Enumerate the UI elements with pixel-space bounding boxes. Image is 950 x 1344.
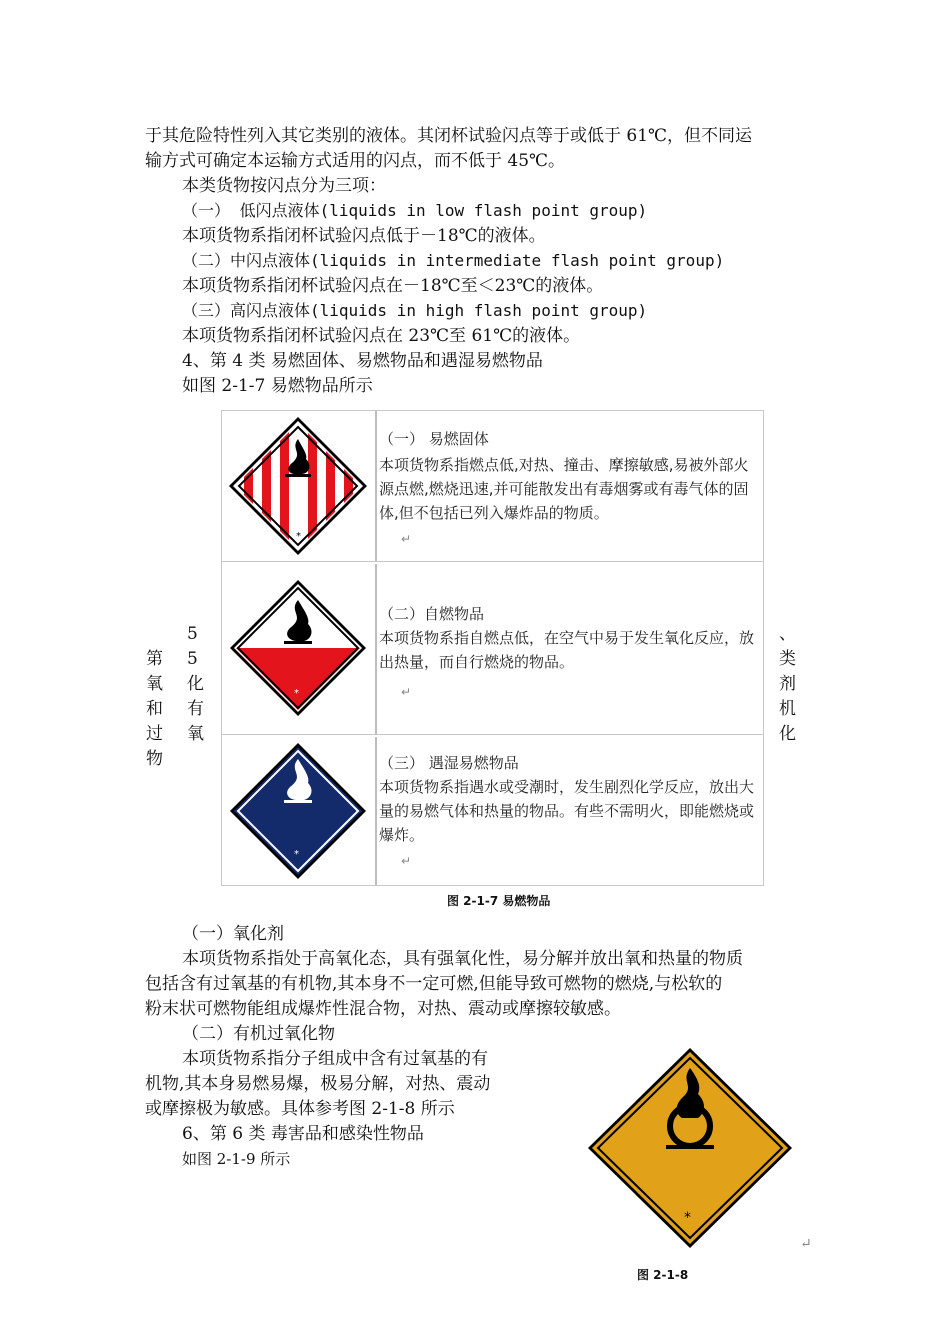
figure-caption: 图 2-1-7 易燃物品 — [447, 894, 551, 908]
spontaneous-combustion-diamond-icon — [222, 564, 377, 734]
subsection-heading: （三）高闪点液体(liquids in high flash point group) — [182, 301, 648, 320]
subsection-heading: （一）氧化剂 — [182, 924, 284, 944]
body-line: 本项货物系指闭杯试验闪点在－18℃至＜23℃的液体。 — [182, 276, 604, 296]
row-body: 本项货物系指自燃点低，在空气中易于发生氧化反应，放出热量，而自行燃烧的物品。 — [379, 629, 755, 671]
body-line: 本项货物系指闭杯试验闪点在 23℃至 61℃的液体。 — [182, 326, 581, 346]
body-line: 本项货物系指分子组成中含有过氧基的有 — [182, 1049, 488, 1069]
svg-text:*: * — [294, 688, 299, 699]
body-line: 如图 2-1-7 易燃物品所示 — [182, 376, 373, 396]
row-heading: （三） 遇湿易燃物品 — [379, 754, 519, 772]
flammable-solid-text: （一） 易燃固体 本项货物系指燃点低,对热、撞击、摩擦敏感,易被外部火源点燃,燃烧迅速,并可能散发出有毒烟雾或有毒气体的固体,但不包括已列入爆炸品的物质。 ↵ — [379, 411, 763, 561]
table-row — [222, 411, 763, 562]
body-line: 本类货物按闪点分为三项： — [182, 176, 386, 196]
subsection-heading: （一） 低闪点液体(liquids in low flash point group) — [182, 201, 648, 220]
body-line: 如图 2-1-9 所示 — [182, 1150, 291, 1168]
svg-text:*: * — [296, 531, 301, 542]
subsection-heading: （二）有机过氧化物 — [182, 1024, 335, 1044]
flammable-solid-diamond-icon — [222, 411, 377, 561]
row-body: 本项货物系指燃点低,对热、撞击、摩擦敏感,易被外部火源点燃,燃烧迅速,并可能散发出有毒烟雾或有毒气体的固体,但不包括已列入爆炸品的物质。 — [379, 456, 749, 522]
body-line: 粉末状可燃物能组成爆炸性混合物，对热、震动或摩擦较敏感。 — [145, 999, 621, 1019]
body-line: 输方式可确定本运输方式适用的闪点，而不低于 45℃。 — [145, 151, 566, 171]
body-line: 本项货物系指处于高氧化态，具有强氧化性，易分解并放出氧和热量的物质 — [182, 949, 743, 969]
dangerous-when-wet-text: （三） 遇湿易燃物品 本项货物系指遇水或受潮时，发生剧烈化学反应，放出大量的易燃气体和热量的物品。有些不需明火，即能燃烧或爆炸。 ↵ — [379, 737, 763, 885]
figure-2-1-7-table — [221, 410, 764, 886]
section-heading: 4、第 4 类 易燃固体、易燃物品和遇湿易燃物品 — [182, 351, 543, 371]
table-row — [222, 564, 763, 735]
row-heading: （一） 易燃固体 — [379, 430, 489, 448]
svg-text:*: * — [684, 1210, 691, 1226]
side-text-middle: 5 5 化 有 氧 — [187, 624, 204, 744]
table-row — [222, 737, 763, 885]
body-line: 或摩擦极为敏感。具体参考图 2-1-8 所示 — [145, 1099, 455, 1119]
row-body: 本项货物系指遇水或受潮时，发生剧烈化学反应，放出大量的易燃气体和热量的物品。有些不需明火，即能燃烧或爆炸。 — [379, 778, 755, 844]
subsection-heading: （二）中闪点液体(liquids in intermediate flash point group) — [182, 251, 725, 270]
svg-text:*: * — [294, 849, 299, 860]
body-line: 机物,其本身易燃易爆，极易分解，对热、震动 — [145, 1074, 491, 1094]
body-line: 于其危险特性列入其它类别的液体。其闭杯试验闪点等于或低于 61℃，但不同运 — [145, 126, 753, 146]
side-text-right: 、 类 剂 机 化 — [779, 624, 796, 744]
section-heading: 6、第 6 类 毒害品和感染性物品 — [182, 1124, 424, 1144]
body-line: 本项货物系指闭杯试验闪点低于－18℃的液体。 — [182, 226, 546, 246]
spontaneous-combustion-text: （二）自燃物品 本项货物系指自燃点低，在空气中易于发生氧化反应，放出热量，而自行燃烧的物品。 ↵ — [379, 564, 763, 734]
figure-caption: 图 2-1-8 — [637, 1268, 689, 1282]
oxidizer-diamond-icon — [586, 1046, 796, 1250]
body-line: 包括含有过氧基的有机物,其本身不一定可燃,但能导致可燃物的燃烧,与松软的 — [145, 974, 723, 994]
dangerous-when-wet-diamond-icon — [222, 737, 377, 885]
row-heading: （二）自燃物品 — [379, 605, 485, 623]
side-text-left: 第 氧 和 过 物 — [146, 649, 163, 769]
